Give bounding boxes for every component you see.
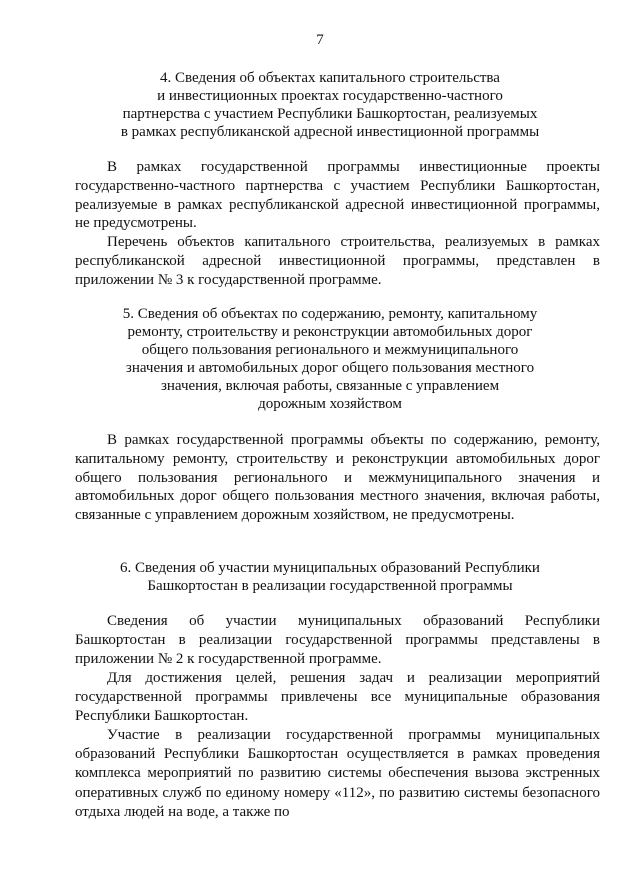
paragraph: Перечень объектов капитального строительства, реализуемых в рамках республиканской адресной инвестиционной программы, представлен в приложении № 3 к государственной программе.: [75, 234, 600, 288]
heading-line: значения и автомобильных дорог общего пользования местного: [125, 360, 535, 376]
heading-line: 6. Сведения об участии муниципальных образований Республики: [120, 560, 540, 576]
heading-line: 4. Сведения об объектах капитального строительства: [160, 70, 500, 86]
heading-line: ремонту, строительству и реконструкции автомобильных дорог: [127, 324, 533, 340]
heading-line: и инвестиционных проектах государственно-частного: [157, 88, 503, 104]
heading-line: 5. Сведения об объектах по содержанию, ремонту, капитальному: [122, 306, 538, 322]
paragraph: Участие в реализации государственной программы муниципальных образований Республики Башкортостан осуществляется в рамках проведения комплекса мероприятий по развитию системы обеспечения вызова экстренных оперативных служб по единому номеру «112», по развитию системы безопасного отдыха людей на воде, а также по: [75, 727, 600, 820]
heading-line: общего пользования регионального и межмуниципального: [141, 342, 519, 358]
section-4-heading: [60, 69, 600, 141]
heading-line: значения, включая работы, связанные с управлением: [160, 378, 500, 394]
paragraph: Сведения об участии муниципальных образований Республики Башкортостан в реализации государственной программы представлены в приложении № 2 к государственной программе.: [75, 613, 600, 667]
heading-line: в рамках республиканской адресной инвестиционной программы: [120, 124, 540, 140]
paragraph: В рамках государственной программы объекты по содержанию, ремонту, капитальному ремонту, строительству и реконструкции автомобильных дорог общего пользования регионального и межмуниципального значения и автомобильных дорог общего пользования местного значения, включая работы, связанные с управлением дорожным хозяйством, не предусмотрены.: [75, 432, 600, 524]
heading-line: партнерства с участием Республики Башкортостан, реализуемых: [122, 106, 538, 122]
page-number: 7: [316, 32, 324, 48]
heading-line: Башкортостан в реализации государственной программы: [147, 578, 513, 594]
paragraph: В рамках государственной программы инвестиционные проекты государственно-частного партнерства с участием Республики Башкортостан, реализуемые в рамках республиканской адресной инвестиционной программы, не предусмотрены.: [75, 159, 600, 232]
paragraph: Для достижения целей, решения задач и реализации мероприятий государственной программы привлечены все муниципальные образования Республики Башкортостан.: [75, 670, 600, 724]
heading-line: дорожным хозяйством: [258, 396, 402, 412]
section-6-heading: [60, 559, 600, 595]
section-5-heading: [60, 305, 600, 413]
